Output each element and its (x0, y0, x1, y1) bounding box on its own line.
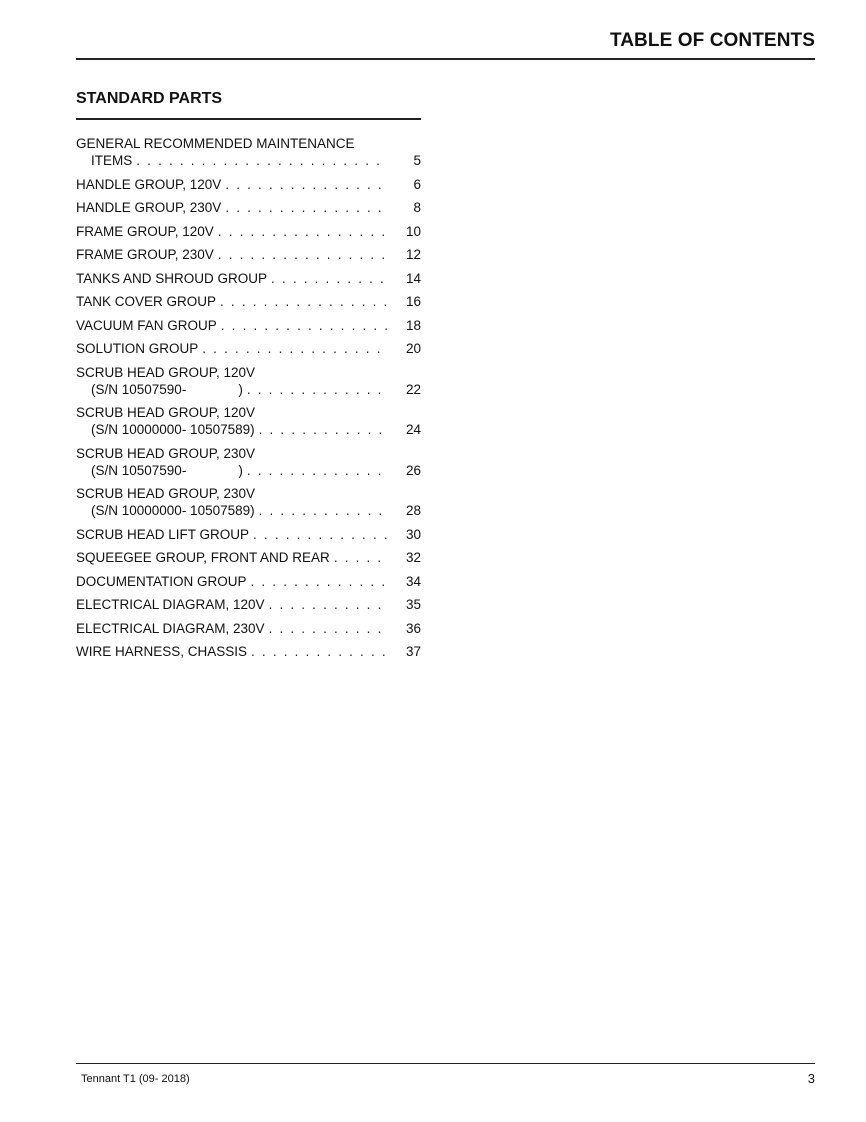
footer-page-number: 3 (807, 1071, 815, 1086)
toc-entry-title: GENERAL RECOMMENDED MAINTENANCE (76, 136, 355, 151)
toc-leader-dots (251, 573, 388, 590)
toc-entry-subtitle: (S/N 10000000- 10507589) (91, 503, 255, 518)
toc-page-number: 26 (405, 462, 421, 478)
toc-leader-dots (271, 270, 387, 287)
toc-page-number: 36 (405, 620, 421, 636)
toc-entry-title: VACUUM FAN GROUP (76, 317, 217, 333)
toc-page-number: 22 (405, 381, 421, 397)
toc-entry[interactable] (76, 135, 421, 169)
toc-page-number: 12 (405, 247, 421, 262)
toc-entry-title: HANDLE GROUP, 230V (76, 200, 222, 215)
toc-page-number: 24 (405, 422, 421, 437)
toc-entry[interactable] (76, 526, 421, 543)
toc-entry-title: SCRUB HEAD GROUP, 230V (76, 445, 256, 461)
toc-entry[interactable] (76, 596, 421, 613)
toc-entry-title: SCRUB HEAD GROUP, 120V (76, 364, 256, 380)
toc-leader-dots (218, 246, 387, 263)
toc-leader-dots (136, 152, 387, 169)
toc-page-number: 20 (405, 341, 421, 356)
section-title: STANDARD PARTS (76, 90, 223, 107)
toc-page-number: 14 (405, 270, 421, 286)
toc-entry[interactable] (76, 364, 421, 398)
toc-entry[interactable] (76, 176, 421, 193)
toc-page-number: 37 (405, 644, 421, 659)
toc-entry[interactable] (76, 445, 421, 479)
toc-entry[interactable] (76, 549, 421, 566)
toc-leader-dots (334, 549, 387, 566)
toc-page-number: 16 (405, 294, 421, 309)
toc-entry[interactable] (76, 340, 421, 357)
toc-page-number: 28 (405, 503, 421, 518)
toc-leader-dots (259, 502, 387, 519)
toc-leader-dots (253, 526, 387, 543)
toc-entry-title: ELECTRICAL DIAGRAM, 230V (76, 620, 265, 636)
toc-entry-title: FRAME GROUP, 120V (76, 223, 214, 239)
toc-leader-dots (221, 317, 387, 334)
toc-entry-title: SOLUTION GROUP (76, 341, 199, 356)
toc-entry-subtitle-end: ) (238, 381, 243, 397)
footer-document-id: Tennant T1 (09- 2018) (81, 1073, 190, 1085)
toc-entry-title: HANDLE GROUP, 120V (76, 176, 222, 192)
toc-entry-title: SQUEEGEE GROUP, FRONT AND REAR (76, 550, 330, 565)
header-divider (76, 58, 815, 60)
toc-entry[interactable] (76, 485, 421, 519)
toc-entry[interactable] (76, 293, 421, 310)
toc-entry[interactable] (76, 199, 421, 216)
toc-entry-title: WIRE HARNESS, CHASSIS (76, 644, 248, 659)
toc-leader-dots (269, 596, 387, 613)
toc-leader-dots (247, 381, 387, 398)
footer-divider (76, 1063, 815, 1064)
toc-page-number: 32 (405, 550, 421, 565)
toc-leader-dots (225, 176, 387, 193)
toc-page-number: 10 (405, 223, 421, 239)
toc-page-number: 34 (405, 573, 421, 589)
toc-leader-dots (202, 340, 387, 357)
table-of-contents (76, 135, 421, 667)
toc-leader-dots (220, 293, 387, 310)
toc-entry-title: FRAME GROUP, 230V (76, 247, 214, 262)
toc-entry[interactable] (76, 620, 421, 637)
toc-leader-dots (218, 223, 387, 240)
toc-page-number: 5 (413, 153, 421, 168)
toc-page-number: 30 (405, 526, 421, 542)
toc-page-number: 8 (413, 200, 421, 215)
toc-entry-title: ELECTRICAL DIAGRAM, 120V (76, 597, 265, 612)
toc-entry[interactable] (76, 270, 421, 287)
toc-entry-subtitle: (S/N 10000000- 10507589) (91, 422, 255, 437)
toc-page-number: 6 (413, 176, 421, 192)
toc-page-number: 18 (405, 317, 421, 333)
toc-leader-dots (225, 199, 387, 216)
toc-entry[interactable] (76, 223, 421, 240)
page-title: TABLE OF CONTENTS (609, 30, 815, 51)
toc-entry-title: SCRUB HEAD LIFT GROUP (76, 526, 250, 542)
toc-entry[interactable] (76, 643, 421, 660)
toc-entry-title: SCRUB HEAD GROUP, 230V (76, 486, 256, 501)
toc-entry-title: TANK COVER GROUP (76, 294, 217, 309)
toc-entry-subtitle-end: ) (238, 462, 243, 478)
toc-entry-subtitle: (S/N 10507590- (91, 462, 187, 478)
toc-leader-dots (269, 620, 387, 637)
section-divider (76, 118, 421, 120)
toc-entry[interactable] (76, 246, 421, 263)
toc-entry-subtitle: ITEMS (91, 153, 133, 168)
toc-leader-dots (247, 462, 387, 479)
toc-entry-title: SCRUB HEAD GROUP, 120V (76, 405, 256, 420)
toc-entry-title: DOCUMENTATION GROUP (76, 573, 247, 589)
toc-entry-title: TANKS AND SHROUD GROUP (76, 270, 268, 286)
toc-leader-dots (251, 643, 387, 660)
toc-leader-dots (259, 421, 387, 438)
toc-entry[interactable] (76, 317, 421, 334)
toc-entry[interactable] (76, 573, 421, 590)
toc-page-number: 35 (405, 597, 421, 612)
toc-entry[interactable] (76, 404, 421, 438)
toc-entry-subtitle: (S/N 10507590- (91, 381, 187, 397)
